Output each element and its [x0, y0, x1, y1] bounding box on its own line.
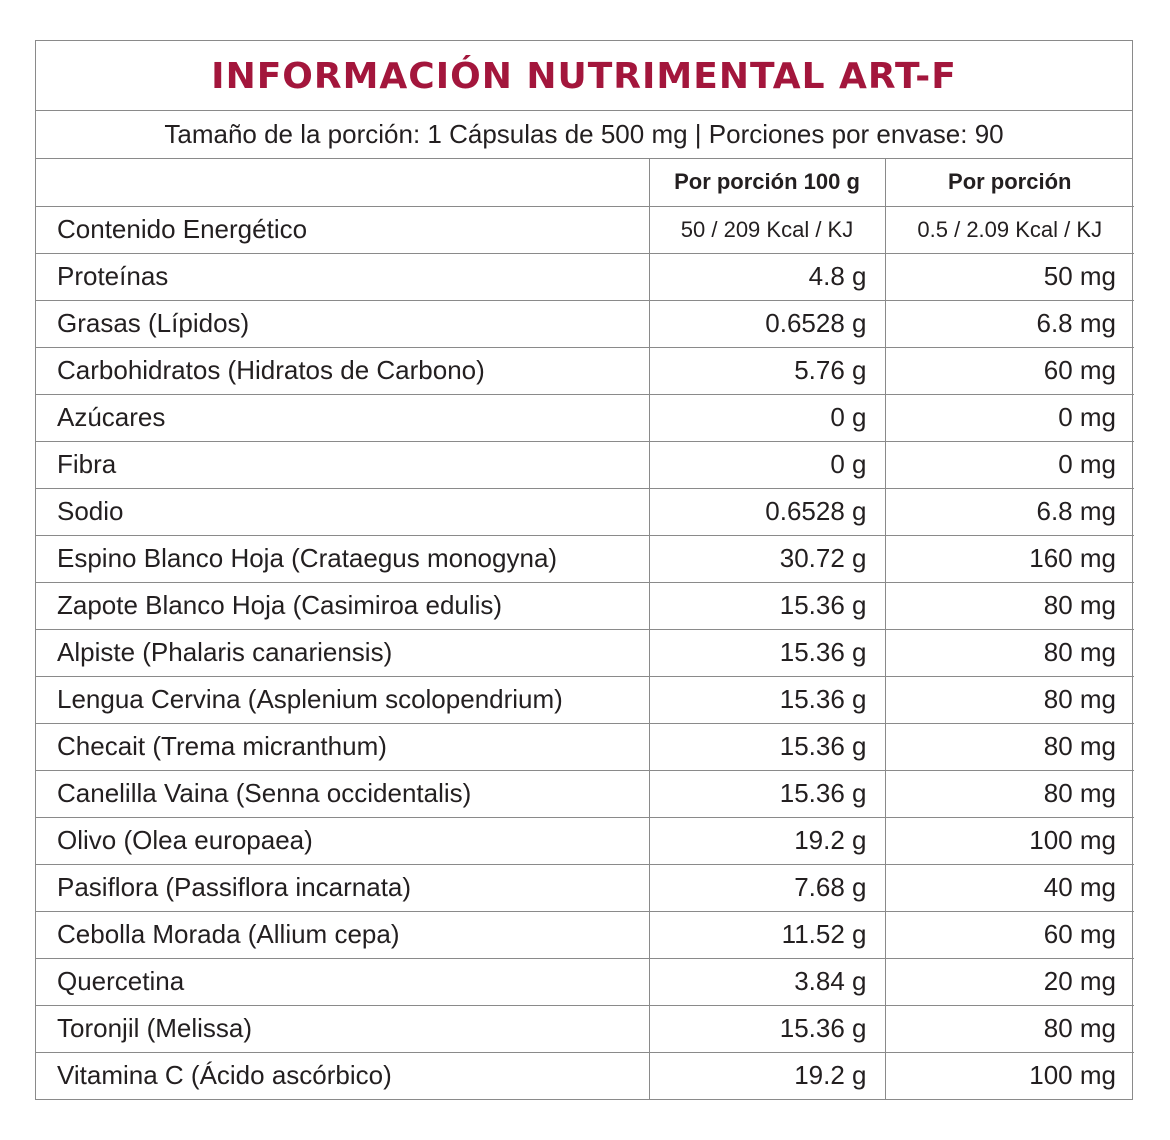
nutrient-per-serving: 100 mg	[1029, 1060, 1116, 1091]
table-row	[36, 770, 1134, 817]
nutrient-name: Vitamina C (Ácido ascórbico)	[36, 1052, 649, 1099]
nutrient-per-serving: 0 mg	[885, 441, 1134, 488]
nutrient-per-serving: 100 mg	[885, 817, 1134, 864]
table-row	[36, 723, 1134, 770]
nutrient-name: Lengua Cervina (Asplenium scolopendrium)	[36, 676, 649, 723]
nutrient-name: Cebolla Morada (Allium cepa)	[36, 911, 649, 958]
nutrient-name: Toronjil (Melissa)	[36, 1005, 649, 1052]
nutrient-name: Sodio	[36, 488, 649, 535]
nutrient-name: Carbohidratos (Hidratos de Carbono)	[36, 347, 649, 394]
nutrient-per-100g: 11.52 g	[649, 911, 885, 958]
nutrition-facts-panel	[35, 40, 1133, 1100]
nutrient-per-100g: 0.6528 g	[649, 488, 885, 535]
nutrient-per-serving: 60 mg	[885, 911, 1134, 958]
table-row	[36, 1005, 1134, 1052]
energy-row	[36, 206, 1134, 253]
table-row	[36, 300, 1134, 347]
nutrient-per-100g: 4.8 g	[649, 253, 885, 300]
nutrient-name: Proteínas	[36, 253, 649, 300]
nutrient-name: Azúcares	[36, 394, 649, 441]
nutrition-table	[36, 159, 1134, 1099]
nutrient-name: Alpiste (Phalaris canariensis)	[36, 629, 649, 676]
nutrient-per-100g: 7.68 g	[649, 864, 885, 911]
table-row	[36, 582, 1134, 629]
nutrient-name: Fibra	[36, 441, 649, 488]
nutrition-title: INFORMACIÓN NUTRIMENTAL ART-F	[211, 56, 957, 97]
nutrient-per-serving: 80 mg	[885, 723, 1134, 770]
nutrient-name: Espino Blanco Hoja (Crataegus monogyna)	[36, 535, 649, 582]
nutrient-per-100g: 0 g	[649, 394, 885, 441]
nutrient-per-serving: 80 mg	[885, 770, 1134, 817]
nutrient-per-100g: 19.2 g	[649, 817, 885, 864]
nutrient-per-serving: 80 mg	[885, 629, 1134, 676]
table-row	[36, 488, 1134, 535]
nutrient-per-100g: 5.76 g	[649, 347, 885, 394]
energy-label: Contenido Energético	[36, 206, 649, 253]
nutrient-name: Canelilla Vaina (Senna occidentalis)	[36, 770, 649, 817]
nutrient-name: Pasiflora (Passiflora incarnata)	[36, 864, 649, 911]
nutrient-per-serving: 0 mg	[885, 394, 1134, 441]
nutrient-per-serving: 60 mg	[885, 347, 1134, 394]
table-row	[36, 394, 1134, 441]
table-row	[36, 817, 1134, 864]
table-header-row	[36, 159, 1134, 206]
nutrient-per-100g: 15.36 g	[649, 770, 885, 817]
nutrient-per-serving: 160 mg	[885, 535, 1134, 582]
table-row	[36, 958, 1134, 1005]
nutrient-name: Olivo (Olea europaea)	[36, 817, 649, 864]
nutrient-per-100g: 15.36 g	[649, 676, 885, 723]
nutrient-per-100g: 19.2 g	[649, 1052, 885, 1099]
nutrient-per-serving: 80 mg	[885, 676, 1134, 723]
table-row	[36, 1052, 1134, 1099]
table-row	[36, 911, 1134, 958]
nutrient-per-100g: 0 g	[649, 441, 885, 488]
nutrient-per-100g: 3.84 g	[649, 958, 885, 1005]
table-row	[36, 535, 1134, 582]
header-name	[36, 159, 649, 206]
nutrient-per-serving: 50 mg	[885, 253, 1134, 300]
title-row	[36, 41, 1132, 111]
table-row	[36, 676, 1134, 723]
nutrient-per-100g: 15.36 g	[649, 723, 885, 770]
table-row	[36, 347, 1134, 394]
nutrient-per-serving: 6.8 mg	[885, 300, 1134, 347]
nutrient-per-serving: 6.8 mg	[885, 488, 1134, 535]
nutrient-name: Checait (Trema micranthum)	[36, 723, 649, 770]
nutrient-per-serving: 80 mg	[885, 582, 1134, 629]
serving-info: Tamaño de la porción: 1 Cápsulas de 500 mg | Porciones por envase: 90	[164, 119, 1004, 149]
serving-info-row	[36, 111, 1132, 159]
energy-per-serving: 0.5 / 2.09 Kcal / KJ	[885, 206, 1134, 253]
header-per-100g: Por porción 100 g	[649, 159, 885, 206]
nutrient-per-serving: 80 mg	[885, 1005, 1134, 1052]
nutrient-name: Zapote Blanco Hoja (Casimiroa edulis)	[36, 582, 649, 629]
energy-per-100g: 50 / 209 Kcal / KJ	[649, 206, 885, 253]
table-row	[36, 253, 1134, 300]
nutrient-name: Quercetina	[36, 958, 649, 1005]
header-per-serving: Por porción	[885, 159, 1134, 206]
table-row	[36, 441, 1134, 488]
nutrient-per-100g: 0.6528 g	[649, 300, 885, 347]
nutrient-per-100g: 15.36 g	[649, 1005, 885, 1052]
nutrient-per-100g: 15.36 g	[649, 582, 885, 629]
nutrient-per-100g: 30.72 g	[649, 535, 885, 582]
table-row	[36, 864, 1134, 911]
table-row	[36, 629, 1134, 676]
nutrient-per-serving: 20 mg	[885, 958, 1134, 1005]
nutrient-name: Grasas (Lípidos)	[36, 300, 649, 347]
nutrient-per-100g: 15.36 g	[649, 629, 885, 676]
nutrient-per-serving: 40 mg	[885, 864, 1134, 911]
